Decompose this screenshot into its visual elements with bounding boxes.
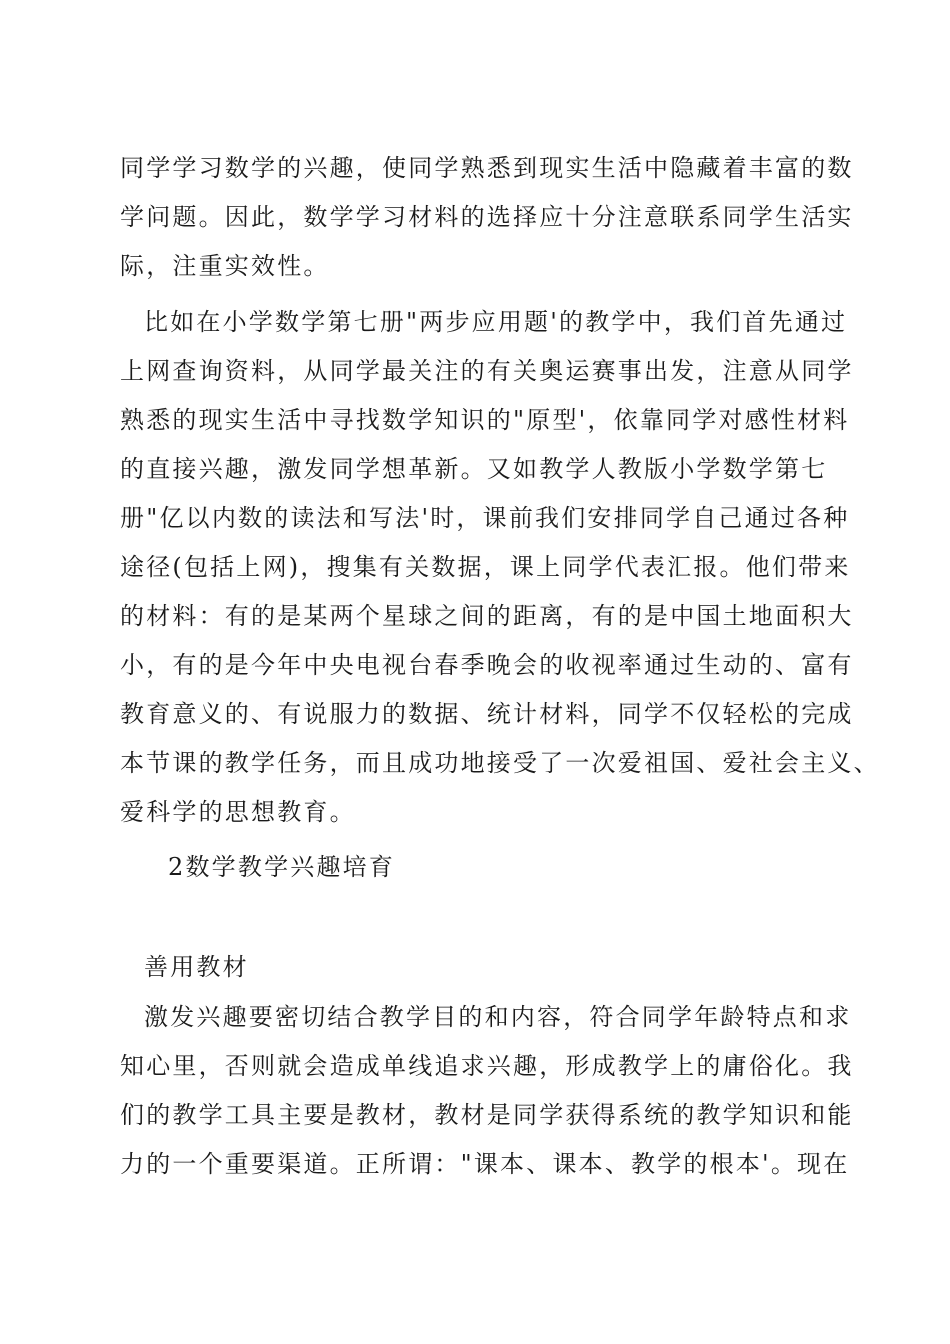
paragraph-3-line-2: 知心里，否则就会造成单线追求兴趣，形成教学上的庸俗化。我 <box>120 1052 854 1080</box>
paragraph-2-line-4: 的直接兴趣，激发同学想革新。又如教学人教版小学数学第七 <box>120 455 828 483</box>
paragraph-2-line-6: 途径(包括上网)，搜集有关数据，课上同学代表汇报。他们带来 <box>120 553 851 581</box>
paragraph-1-line-3: 际，注重实效性。 <box>120 252 330 280</box>
paragraph-3-line-4: 力的一个重要渠道。正所谓："课本、课本、教学的根本'。现在 <box>120 1150 850 1178</box>
paragraph-2-line-5: 册"亿以内数的读法和写法'时，课前我们安排同学自己通过各种 <box>120 504 850 532</box>
section-heading: 2数学教学兴趣培育 <box>168 853 396 881</box>
paragraph-3-line-1: 激发兴趣要密切结合教学目的和内容，符合同学年龄特点和求 <box>144 1003 852 1031</box>
paragraph-2-line-1: 比如在小学数学第七册"两步应用题'的教学中，我们首先通过 <box>144 308 848 336</box>
paragraph-2-line-7: 的材料：有的是某两个星球之间的距离，有的是中国土地面积大 <box>120 602 854 630</box>
paragraph-1-line-1: 同学学习数学的兴趣，使同学熟悉到现实生活中隐藏着丰富的数 <box>120 154 854 182</box>
paragraph-2-line-8: 小，有的是今年中央电视台春季晚会的收视率通过生动的、富有 <box>120 651 854 679</box>
paragraph-2-line-9: 教育意义的、有说服力的数据、统计材料，同学不仅轻松的完成 <box>120 700 854 728</box>
subheading: 善用教材 <box>144 953 249 981</box>
paragraph-2-line-10: 本节课的教学任务，而且成功地接受了一次爱祖国、爱社会主义、 <box>120 749 880 777</box>
paragraph-1-line-2: 学问题。因此，数学学习材料的选择应十分注意联系同学生活实 <box>120 203 854 231</box>
paragraph-3-line-3: 们的教学工具主要是教材，教材是同学获得系统的教学知识和能 <box>120 1101 854 1129</box>
paragraph-2-line-2: 上网查询资料，从同学最关注的有关奥运赛事出发，注意从同学 <box>120 357 854 385</box>
paragraph-2-line-11: 爱科学的思想教育。 <box>120 798 356 826</box>
paragraph-2-line-3: 熟悉的现实生活中寻找数学知识的"原型'，依靠同学对感性材料 <box>120 406 850 434</box>
